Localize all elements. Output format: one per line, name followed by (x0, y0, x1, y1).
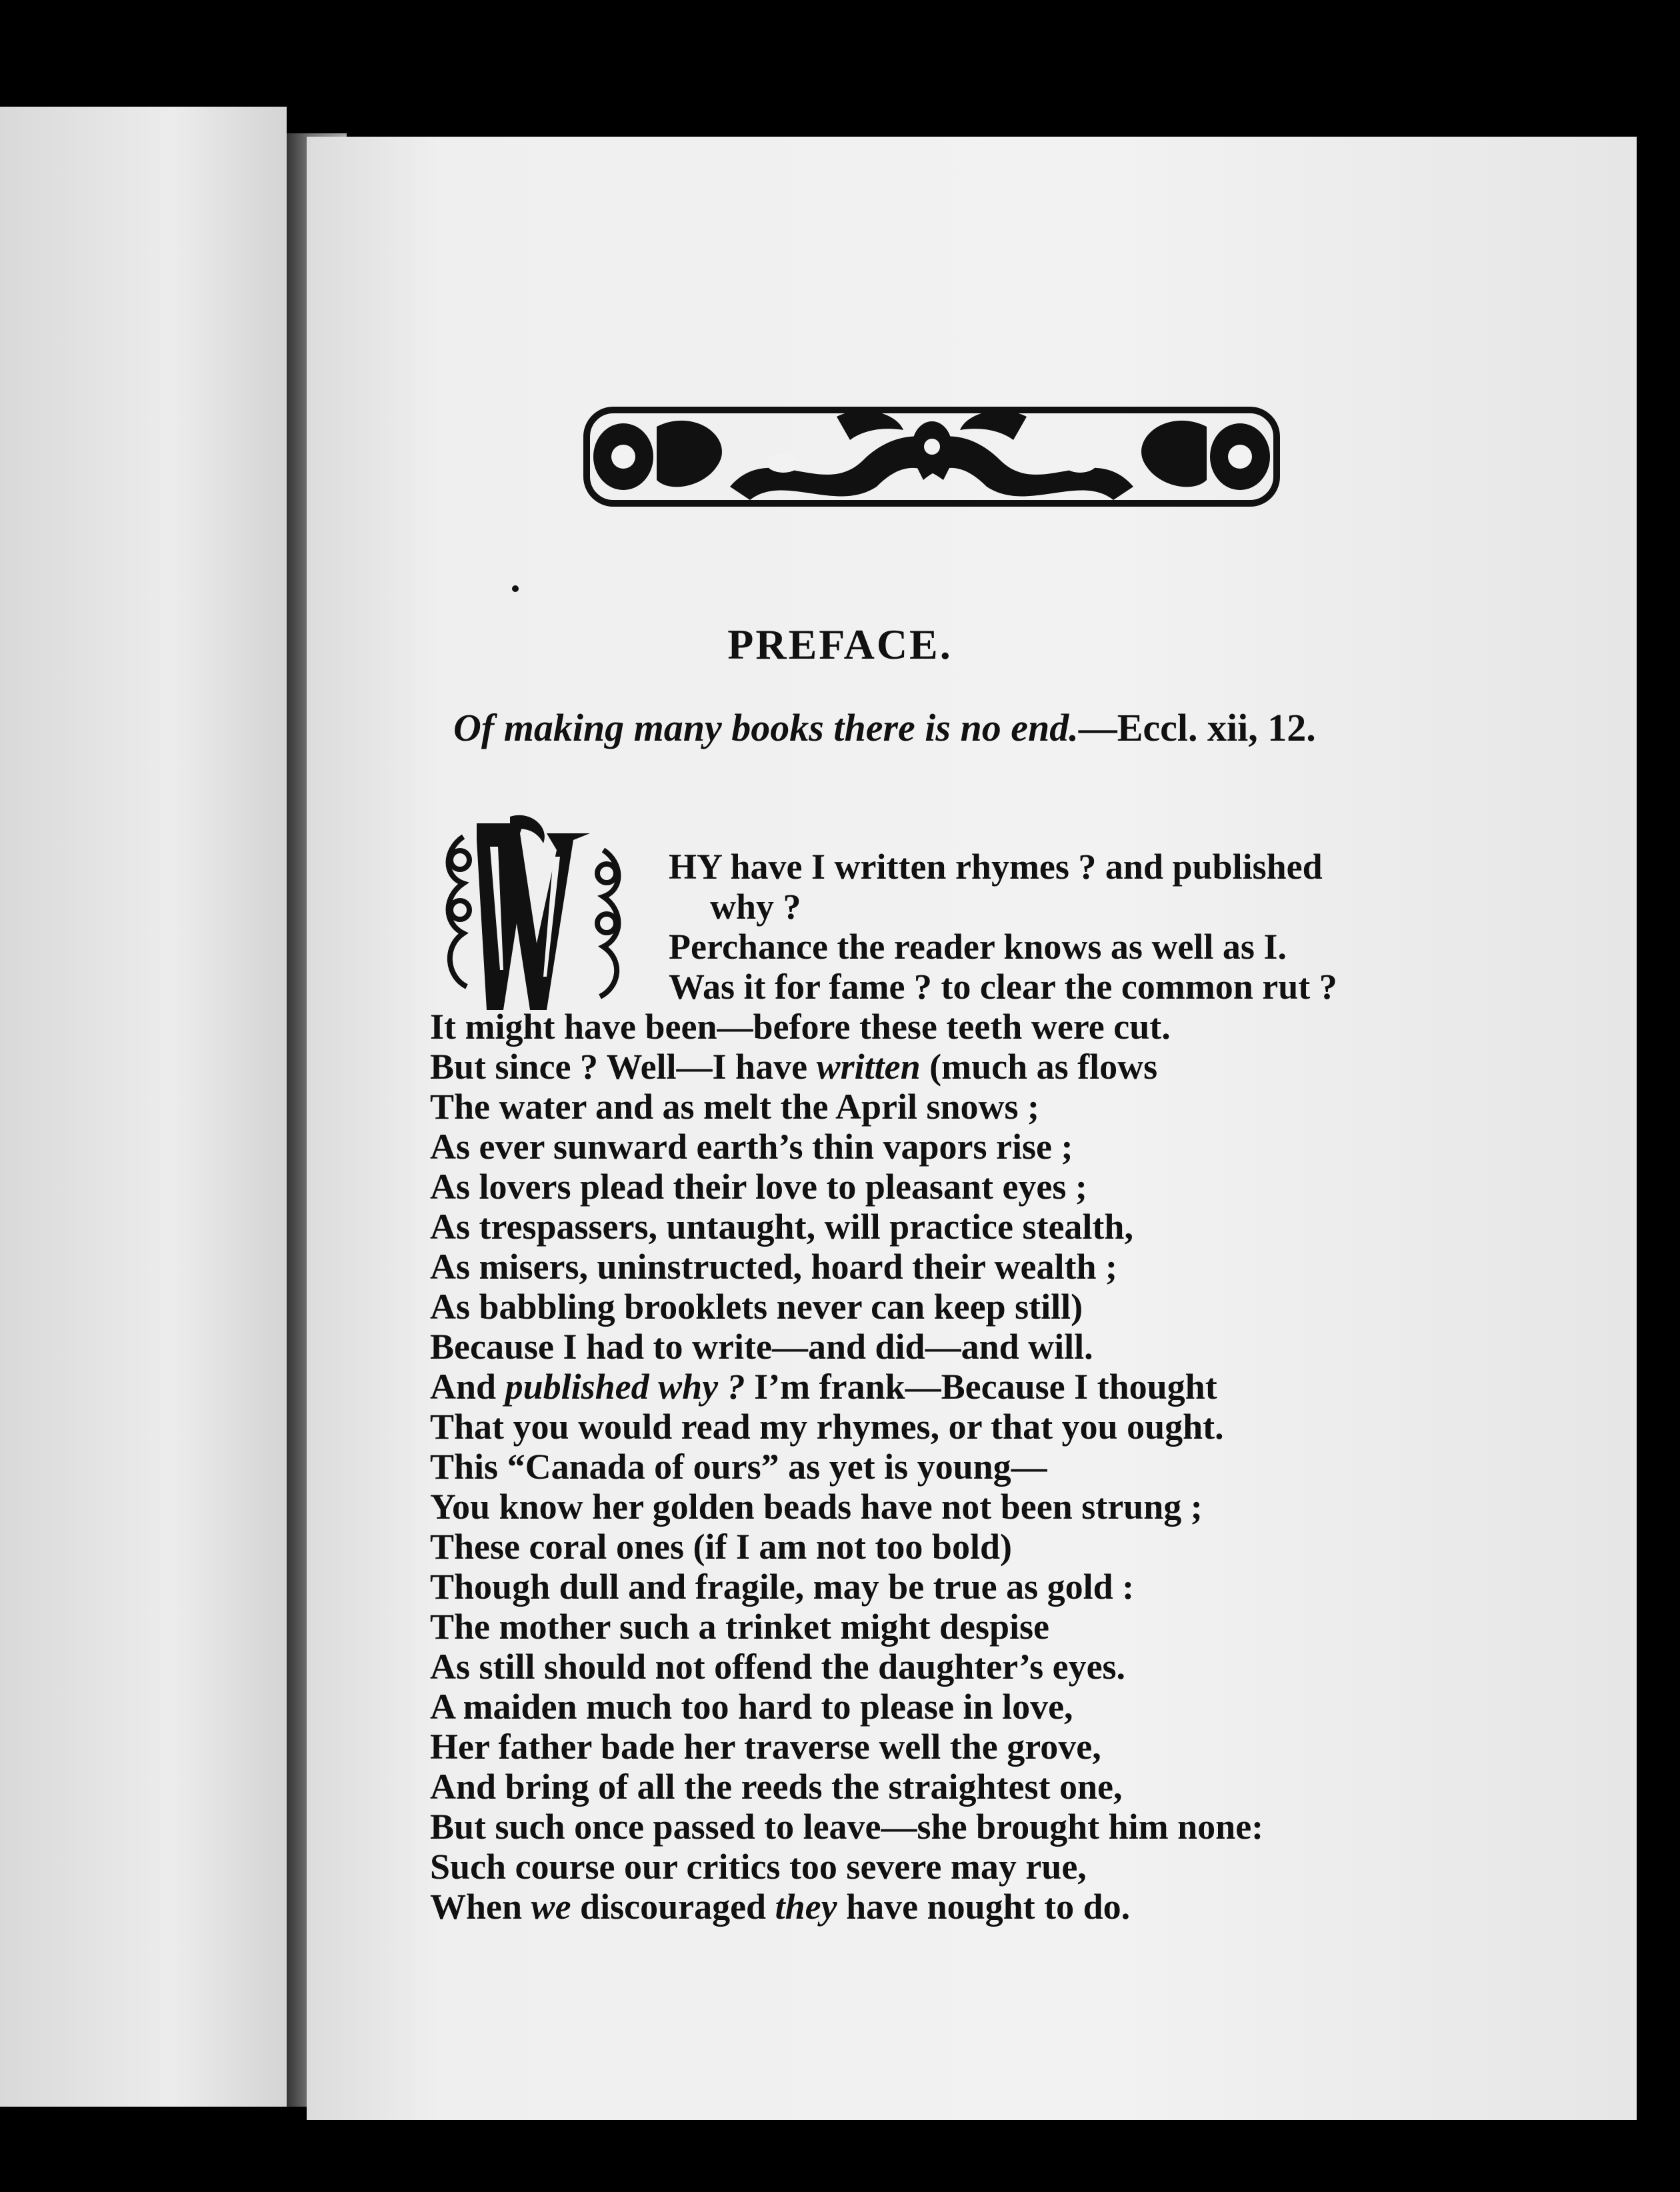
poem-line: This “Canada of ours” as yet is young— (430, 1447, 1047, 1487)
poem-line: why ? (710, 887, 801, 927)
poem-line: As misers, uninstructed, hoard their wealth ; (430, 1247, 1117, 1287)
poem-line: But such once passed to leave—she brought him none: (430, 1807, 1264, 1847)
poem-line: As babbling brooklets never can keep still) (430, 1287, 1083, 1327)
epigraph-quote: Of making many books there is no end. (453, 706, 1079, 749)
poem-line: The water and as melt the April snows ; (430, 1087, 1040, 1127)
poem-line: As ever sunward earth’s thin vapors rise ; (430, 1127, 1073, 1167)
poem-line: Perchance the reader knows as well as I. (669, 927, 1287, 967)
poem-line: As trespassers, untaught, will practice stealth, (430, 1207, 1133, 1247)
poem-line: It might have been—before these teeth were cut. (430, 1007, 1171, 1047)
facing-page (0, 107, 287, 2107)
ink-spot (512, 585, 519, 592)
poem-line: Such course our critics too severe may rue, (430, 1847, 1087, 1887)
poem-line: As still should not offend the daughter’s eyes. (430, 1647, 1126, 1687)
poem-line: Her father bade her traverse well the grove, (430, 1727, 1101, 1767)
poem-line: And published why ? I’m frank—Because I thought (430, 1367, 1217, 1407)
poem-line: A maiden much too hard to please in love, (430, 1687, 1073, 1727)
poem-line: And bring of all the reeds the straightest one, (430, 1767, 1123, 1807)
poem-line: Though dull and fragile, may be true as gold : (430, 1567, 1135, 1607)
epigraph (453, 705, 1316, 750)
poem-line: As lovers plead their love to pleasant eyes ; (430, 1167, 1087, 1207)
ornamental-headpiece (583, 400, 1280, 513)
epigraph-citation: —Eccl. xii, 12. (1078, 706, 1316, 749)
poem-line: But since ? Well—I have written (much as flows (430, 1047, 1158, 1087)
poem-line: That you would read my rhymes, or that you ought. (430, 1407, 1224, 1447)
preface-poem (430, 847, 1417, 1927)
poem-line: When we discouraged they have nought to do. (430, 1887, 1131, 1927)
page-title: PREFACE. (727, 621, 953, 668)
poem-line: You know her golden beads have not been strung ; (430, 1487, 1203, 1527)
poem-line: These coral ones (if I am not too bold) (430, 1527, 1012, 1567)
poem-line: Was it for fame ? to clear the common rut ? (669, 967, 1337, 1007)
poem-line: Because I had to write—and did—and will. (430, 1327, 1093, 1367)
poem-line: The mother such a trinket might despise (430, 1607, 1050, 1647)
poem-line: HY have I written rhymes ? and published (669, 847, 1323, 887)
